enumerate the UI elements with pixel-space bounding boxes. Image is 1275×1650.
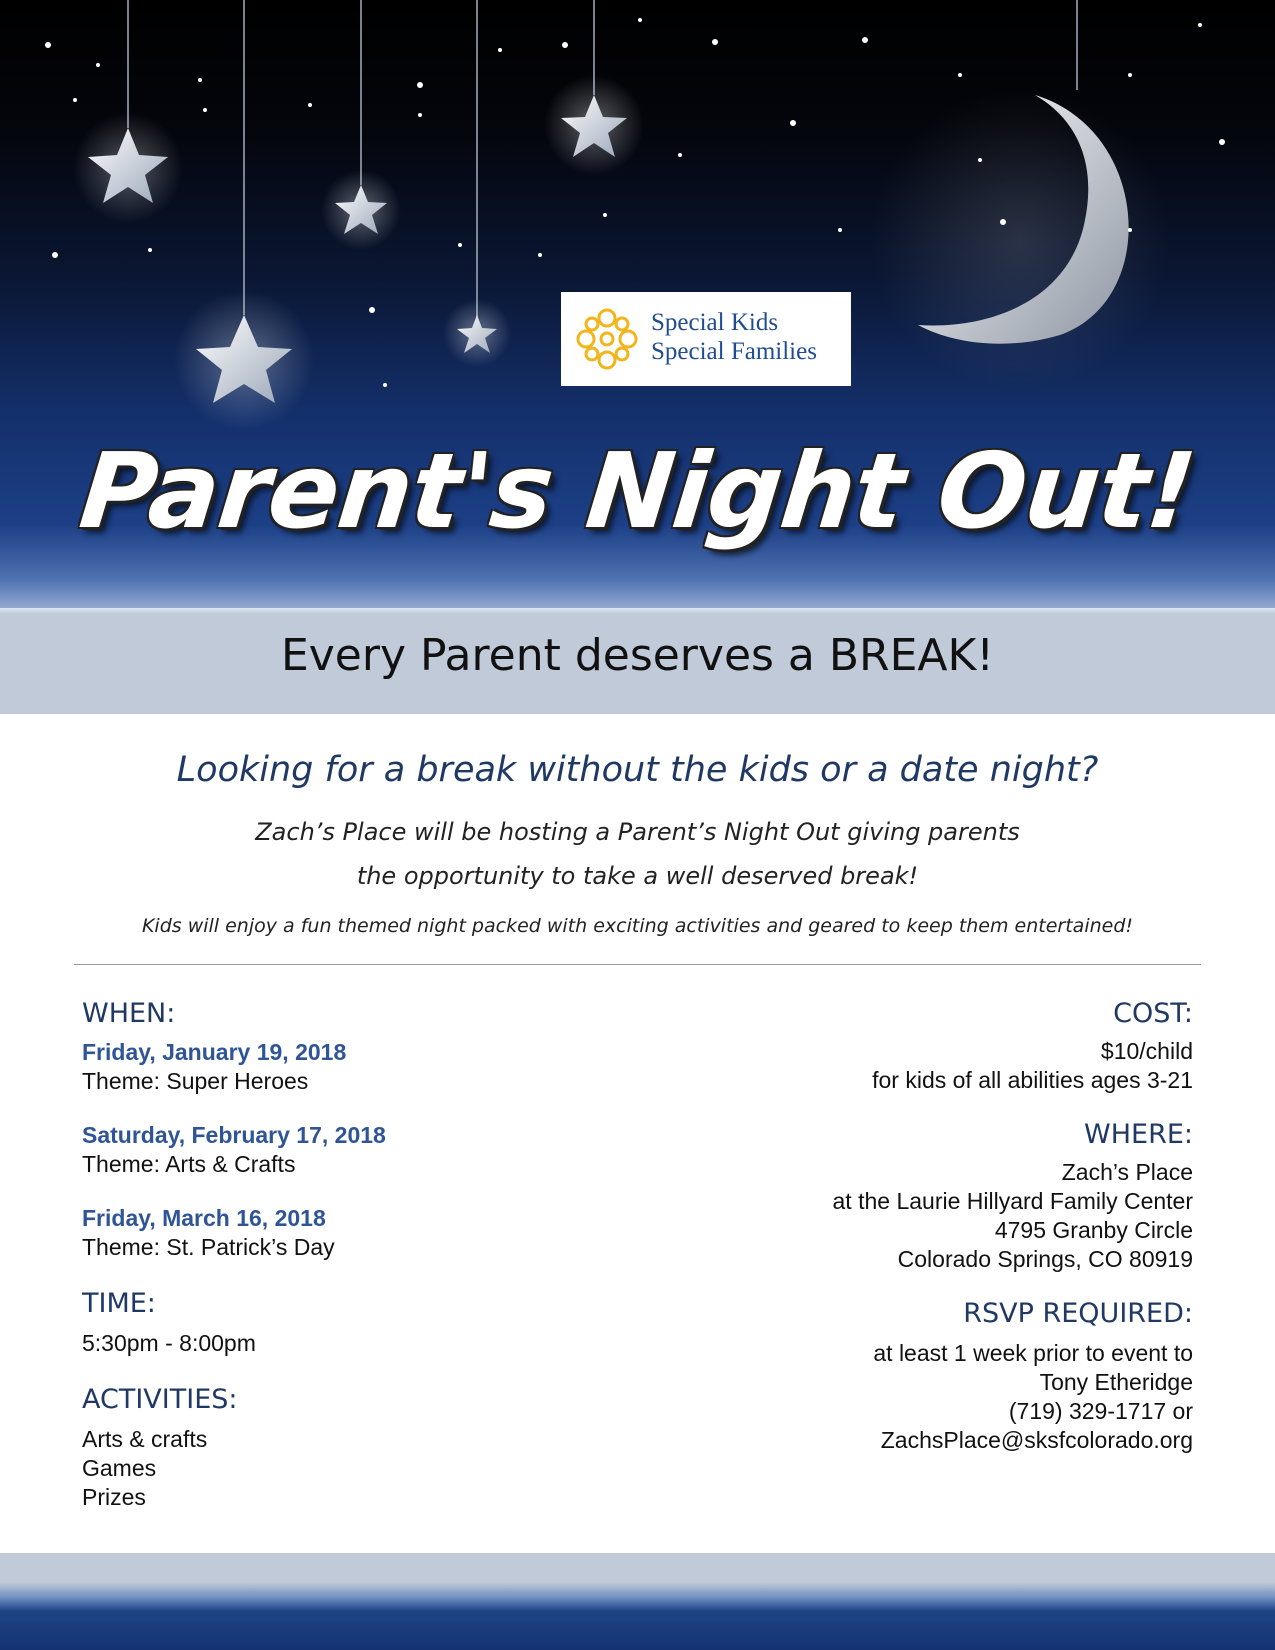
activity-item: Games (82, 1455, 157, 1481)
where-label: WHERE: (1084, 1119, 1193, 1150)
activity-item: Prizes (82, 1484, 146, 1510)
event-theme: Theme: St. Patrick’s Day (82, 1234, 335, 1260)
sksf-logo (561, 292, 851, 386)
kids-description: Kids will enjoy a fun themed night packed with exciting activities and geared to keep them entertained! (141, 915, 1134, 937)
cost-line: $10/child (1100, 1038, 1193, 1064)
cost-line: for kids of all abilities ages 3-21 (872, 1067, 1193, 1093)
hanging-star-icon (544, 75, 644, 175)
divider (74, 964, 1201, 965)
time-value: 5:30pm - 8:00pm (82, 1330, 256, 1356)
where-line: at the Laurie Hillyard Family Center (832, 1188, 1193, 1214)
page-title: Parent's Night Out! (74, 430, 1201, 552)
rsvp-contact-name: Tony Etheridge (1039, 1369, 1193, 1395)
intro-line-1: Zach’s Place will be hosting a Parent’s Night Out giving parents (255, 818, 1020, 846)
right-column (633, 998, 1193, 1455)
event-date: Friday, March 16, 2018 (82, 1205, 326, 1231)
rsvp-email: ZachsPlace@sksfcolorado.org (880, 1427, 1193, 1453)
hanging-star-icon (73, 113, 183, 223)
hanging-star-icon (443, 299, 511, 367)
activities-label: ACTIVITIES: (82, 1384, 238, 1415)
tagline: Every Parent deserves a BREAK! (280, 630, 995, 681)
event-date: Friday, January 19, 2018 (82, 1039, 347, 1065)
band-highlight (0, 608, 1275, 614)
rsvp-line: at least 1 week prior to event to (873, 1340, 1193, 1366)
headline: Looking for a break without the kids or a date night? (176, 750, 1099, 790)
event-theme: Theme: Arts & Crafts (82, 1151, 296, 1177)
where-line: 4795 Granby Circle (994, 1217, 1193, 1243)
night-sky-header (0, 0, 1275, 610)
flower-logo-icon (575, 306, 639, 372)
where-line: Colorado Springs, CO 80919 (897, 1246, 1193, 1272)
logo-line-2: Special Families (651, 338, 817, 365)
hanging-star-icon (321, 170, 401, 250)
footer-band (0, 1553, 1275, 1650)
left-column (82, 998, 642, 1512)
crescent-moon-icon (870, 90, 1170, 390)
where-line: Zach’s Place (1061, 1159, 1193, 1185)
hanging-star-icon (174, 290, 314, 430)
rsvp-phone: (719) 329-1717 or (1008, 1398, 1193, 1424)
when-label: WHEN: (82, 998, 176, 1029)
rsvp-label: RSVP REQUIRED: (963, 1298, 1193, 1329)
logo-line-1: Special Kids (651, 309, 779, 336)
event-theme: Theme: Super Heroes (82, 1068, 309, 1094)
intro-line-2: the opportunity to take a well deserved break! (356, 862, 919, 890)
intro-text (0, 810, 1275, 898)
event-date: Saturday, February 17, 2018 (82, 1122, 386, 1148)
time-label: TIME: (82, 1288, 156, 1319)
activity-item: Arts & crafts (82, 1426, 208, 1452)
cost-label: COST: (1113, 998, 1193, 1029)
